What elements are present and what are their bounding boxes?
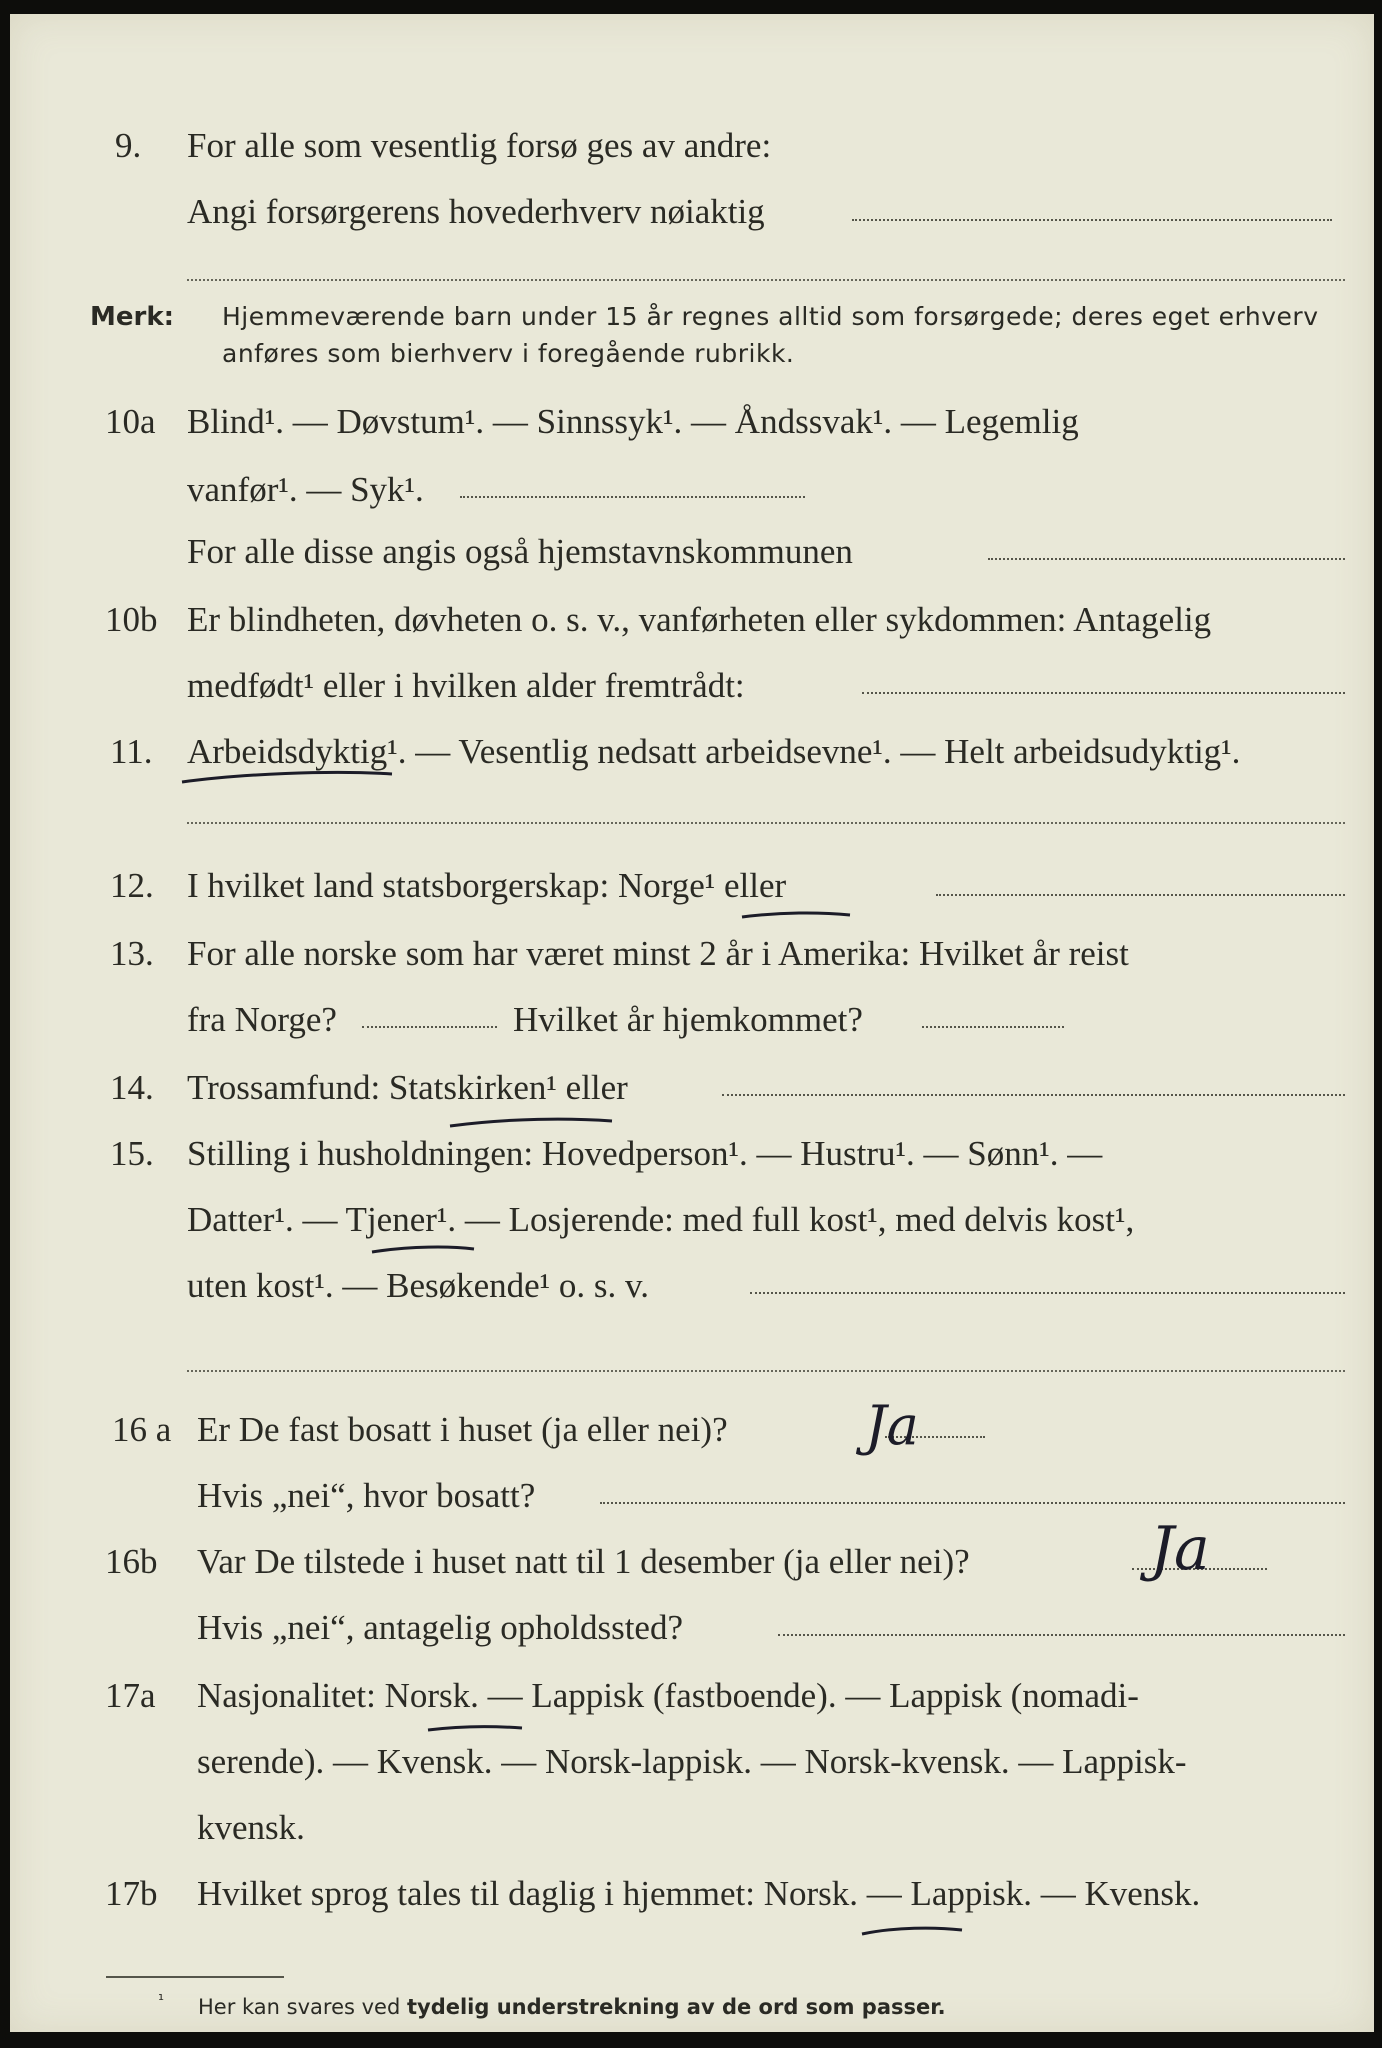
question-text: fra Norge? <box>187 1000 337 1039</box>
question-text: vanfør¹. — Syk¹. <box>187 470 424 509</box>
handwritten-answer-16a: Ja <box>865 1394 919 1457</box>
question-text: Blind¹. — Døvstum¹. — Sinnssyk¹. — Åndssvak¹. — Legemlig <box>187 402 1079 441</box>
answer-field-10b[interactable] <box>862 692 1345 694</box>
census-form-page <box>10 14 1374 2032</box>
question-text: Var De tilstede i huset natt til 1 desember (ja eller nei)? <box>197 1542 970 1581</box>
question-text: medfødt¹ eller i hvilken alder fremtrådt: <box>187 666 745 705</box>
question-15-line-2 <box>187 1202 1134 1237</box>
question-number: 12. <box>110 866 154 905</box>
question-text: For alle norske som har været minst 2 år i Amerika: Hvilket år reist <box>187 934 1129 973</box>
answer-field-10a-kommune[interactable] <box>988 558 1345 560</box>
footnote-lead: Her kan svares ved <box>198 1995 407 2019</box>
question-number: 14. <box>110 1068 154 1107</box>
question-text: Arbeidsdyktig¹. — Vesentlig nedsatt arbeidsevne¹. — Helt arbeidsudyktig¹. <box>187 732 1241 771</box>
answer-field-9[interactable] <box>852 219 1332 221</box>
question-text: I hvilket land statsborgerskap: Norge¹ eller <box>187 866 787 905</box>
question-13-line-2 <box>187 1002 337 1037</box>
answer-field-10a-syk[interactable] <box>460 496 805 498</box>
question-10a-line-3 <box>187 534 853 569</box>
question-number: 10b <box>105 600 158 639</box>
question-text: Hvilket sprog tales til daglig i hjemmet: Norsk. — Lappisk. — Kvensk. <box>197 1874 1201 1913</box>
question-text: Trossamfund: Statskirken¹ eller <box>187 1068 628 1107</box>
question-text: Hvilket år hjemkommet? <box>513 1000 863 1039</box>
question-text: serende). — Kvensk. — Norsk-lappisk. — Norsk-kvensk. — Lappisk- <box>197 1742 1187 1781</box>
handwritten-answer-16b: Ja <box>1150 1514 1210 1584</box>
question-text: kvensk. <box>197 1808 305 1847</box>
question-text: Angi forsørgerens hovederhverv nøiaktig <box>187 192 765 231</box>
note-text-1: Hjemmeværende barn under 15 år regnes alltid som forsørgede; deres eget erhverv <box>222 302 1319 331</box>
question-number: 16b <box>105 1542 158 1581</box>
footnote-emphasis: tydelig understrekning av de ord som passer. <box>406 1995 946 2019</box>
note-text-2: anføres som bierhverv i foregående rubrikk. <box>222 339 795 368</box>
note-label: Merk: <box>90 302 175 332</box>
answer-field-16b-opholdssted[interactable] <box>778 1634 1345 1636</box>
question-number: 9. <box>115 126 142 165</box>
question-number: 13. <box>110 934 154 973</box>
question-text: For alle disse angis også hjemstavnskommunen <box>187 532 853 571</box>
question-16a-line-2 <box>197 1478 535 1513</box>
footnote-text <box>198 1997 946 2018</box>
underline-norsk-17b <box>10 14 11 15</box>
question-17a-line-2 <box>197 1744 1187 1779</box>
question-text: Hvis „nei“, antagelig opholdssted? <box>197 1608 683 1647</box>
question-number: 15. <box>110 1134 154 1173</box>
answer-field-14[interactable] <box>722 1094 1345 1096</box>
answer-field-15[interactable] <box>750 1292 1345 1294</box>
answer-field-16a-bosatt[interactable] <box>600 1502 1345 1504</box>
question-10b-line-2 <box>187 668 745 703</box>
answer-field-13-hjemkommet[interactable] <box>922 1026 1064 1028</box>
answer-field-15-extra[interactable] <box>187 1370 1345 1372</box>
answer-field-13-reist[interactable] <box>362 1026 497 1028</box>
question-text: Nasjonalitet: Norsk. — Lappisk (fastboende). — Lappisk (nomadi- <box>197 1676 1139 1715</box>
question-text: Datter¹. — Tjener¹. — Losjerende: med full kost¹, med delvis kost¹, <box>187 1200 1135 1239</box>
question-16b-line-2 <box>197 1610 683 1645</box>
footnote-divider <box>106 1976 284 1978</box>
answer-field-12[interactable] <box>936 894 1345 896</box>
question-number: 17b <box>105 1874 158 1913</box>
question-text: Stilling i husholdningen: Hovedperson¹. — Hustru¹. — Sønn¹. — <box>187 1134 1103 1173</box>
question-text: Er blindheten, døvheten o. s. v., vanførheten eller sykdommen: Antagelig <box>187 600 1212 639</box>
question-9-line-2 <box>187 194 765 229</box>
footnote-mark: ¹ <box>158 1991 165 2009</box>
answer-field-9-extra[interactable] <box>187 279 1345 281</box>
question-text: For alle som vesentlig forsø ges av andre: <box>187 126 772 165</box>
answer-field-11[interactable] <box>187 822 1345 824</box>
question-text: uten kost¹. — Besøkende¹ o. s. v. <box>187 1266 650 1305</box>
question-number: 17a <box>105 1676 156 1715</box>
question-17a-line-3 <box>197 1810 305 1845</box>
question-number: 11. <box>110 732 153 771</box>
question-13-line-2b <box>513 1002 863 1037</box>
question-number: 16 a <box>112 1410 172 1449</box>
question-text: Er De fast bosatt i huset (ja eller nei)? <box>197 1410 728 1449</box>
question-number: 10a <box>105 402 156 441</box>
question-10a-line-2 <box>187 472 424 507</box>
question-text: Hvis „nei“, hvor bosatt? <box>197 1476 536 1515</box>
question-15-line-3 <box>187 1268 649 1303</box>
